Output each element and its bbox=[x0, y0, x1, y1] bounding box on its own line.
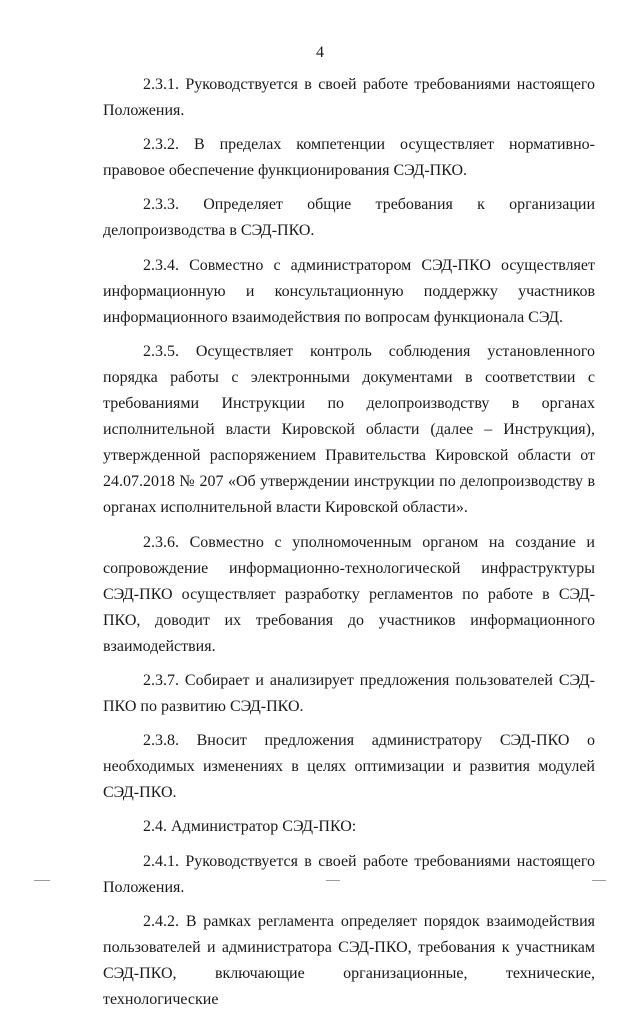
paragraph-2-3-2: 2.3.2. В пределах компетенции осуществляет нормативно-правовое обеспечение функционирования СЭД-ПКО. bbox=[103, 136, 595, 180]
document-body bbox=[103, 72, 595, 1021]
scan-artifact-right bbox=[592, 880, 606, 881]
paragraph-2-4-2: 2.4.2. В рамках регламента определяет порядок взаимодействия пользователей и администратора СЭД-ПКО, требования к участникам СЭД-ПКО, включающие организационные, технические, технологические bbox=[103, 912, 595, 1008]
scan-artifact-left bbox=[34, 880, 50, 881]
paragraph-2-3-5: 2.3.5. Осуществляет контроль соблюдения установленного порядка работы с электронными документами в соответствии с требованиями Инструкции по делопроизводству в органах исполнительной власти Кировской области (далее – Инструкция), утвержденной распоряжением Правительства Кировской области от 24.07.2018 № 207 «Об утверждении инструкции по делопроизводству в органах исполнительной власти Кировской области». bbox=[103, 342, 595, 517]
page-number: 4 bbox=[316, 44, 324, 61]
paragraph-2-4-1: 2.4.1. Руководствуется в своей работе требованиями настоящего Положения. bbox=[103, 852, 595, 896]
paragraph-2-4: 2.4. Администратор СЭД-ПКО: bbox=[143, 818, 357, 836]
paragraph-2-3-6: 2.3.6. Совместно с уполномоченным органом на создание и сопровождение информационно-технологической инфраструктуры СЭД-ПКО осуществляет разработку регламентов по работе в СЭД-ПКО, доводит их требования до участников информационного взаимодействия. bbox=[103, 533, 595, 655]
paragraph-2-3-1: 2.3.1. Руководствуется в своей работе требованиями настоящего Положения. bbox=[103, 76, 595, 120]
paragraph-2-3-3: 2.3.3. Определяет общие требования к организации делопроизводства в СЭД-ПКО. bbox=[103, 196, 595, 240]
paragraph-2-3-4: 2.3.4. Совместно с администратором СЭД-ПКО осуществляет информационную и консультационную поддержку участников информационного взаимодействия по вопросам функционала СЭД. bbox=[103, 256, 595, 326]
scan-artifact-center bbox=[326, 880, 340, 881]
paragraph-2-3-8: 2.3.8. Вносит предложения администратору СЭД-ПКО о необходимых изменениях в целях оптимизации и развития модулей СЭД-ПКО. bbox=[103, 732, 595, 802]
paragraph-2-3-7: 2.3.7. Собирает и анализирует предложения пользователей СЭД-ПКО по развитию СЭД-ПКО. bbox=[103, 671, 595, 716]
